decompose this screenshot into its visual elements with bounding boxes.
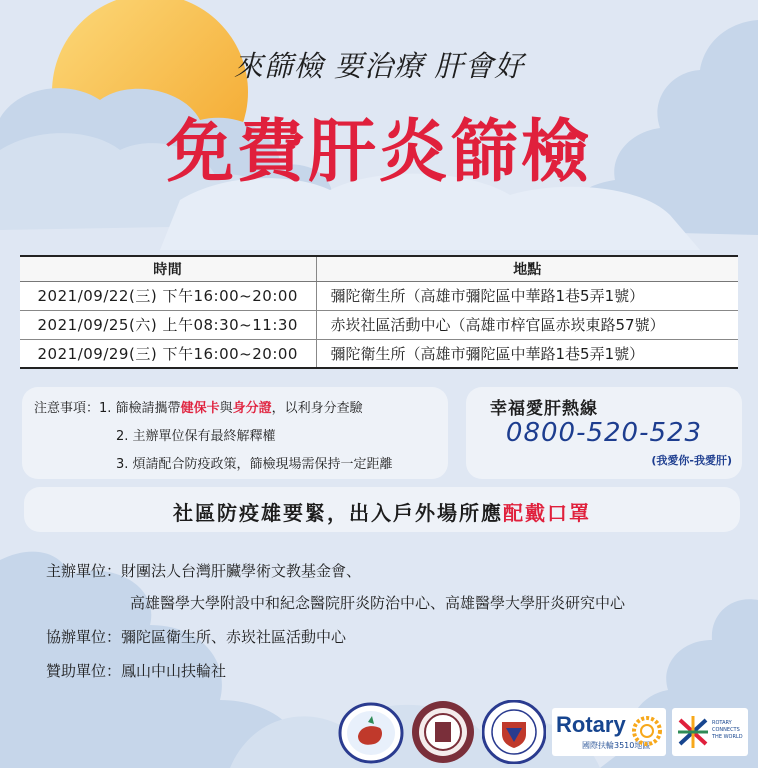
rotary-logo xyxy=(552,708,666,756)
mask-banner: 社區防疫雄要緊，出入戶外場所應配戴口罩 xyxy=(173,501,591,525)
rotary-connects-logo xyxy=(672,708,748,756)
schedule-time: 2021/09/22(三) 下午16:00~20:00 xyxy=(20,281,316,310)
sponsor-value: 鳳山中山扶輪社 xyxy=(121,662,227,680)
schedule-place: 赤崁社區活動中心（高雄市梓官區赤崁東路57號） xyxy=(316,310,738,339)
host-line-2: 高雄醫學大學附設中和紀念醫院肝炎防治中心、高雄醫學大學肝炎研究中心 xyxy=(130,594,626,612)
liver-foundation-logo-icon xyxy=(338,702,404,764)
hotline-number: 0800-520-523 xyxy=(505,418,703,448)
university-seal-logo-icon xyxy=(482,700,546,764)
health-card-highlight: 健保卡 xyxy=(180,401,220,416)
table-header-row xyxy=(20,256,738,281)
host-label: 主辦單位： xyxy=(46,562,122,580)
host-line-1: 財團法人台灣肝臟學術文教基金會、 xyxy=(121,562,362,580)
hospital-seal-logo-icon xyxy=(410,700,476,764)
column-header-place: 地點 xyxy=(316,256,738,281)
slogan: 來篩檢 要治療 肝會好 xyxy=(233,49,525,83)
hotline-title: 幸福愛肝熱線 xyxy=(490,399,598,419)
connects-text: ROTARY CONNECTS THE WORLD xyxy=(712,720,743,740)
notes-label: 注意事項： xyxy=(34,401,100,416)
sponsor-label: 贊助單位： xyxy=(46,662,122,680)
rotary-wheel-icon xyxy=(632,716,662,746)
schedule-time: 2021/09/29(三) 下午16:00~20:00 xyxy=(20,339,316,368)
note-item-3: 3. 煩請配合防疫政策，篩檢現場需保持一定距離 xyxy=(116,457,393,472)
table-row xyxy=(20,281,738,310)
sponsor xyxy=(46,660,226,681)
schedule-table xyxy=(20,255,738,369)
note-item-2: 2. 主辦單位保有最終解釋權 xyxy=(116,429,276,444)
rotary-wordmark: Rotary xyxy=(556,712,626,737)
page-title: 免費肝炎篩檢 xyxy=(165,113,592,192)
co-organizer xyxy=(46,626,346,647)
table-row xyxy=(20,310,738,339)
id-card-highlight: 身分證 xyxy=(232,401,272,416)
rotary-district: 國際扶輪3510地區 xyxy=(582,741,651,750)
column-header-time: 時間 xyxy=(20,256,316,281)
schedule-place: 彌陀衛生所（高雄市彌陀區中華路1巷5弄1號） xyxy=(316,339,738,368)
note-item-1: 注意事項：1. 篩檢請攜帶健保卡與身分證，以利身分查驗 xyxy=(34,401,363,416)
table-row xyxy=(20,339,738,368)
hotline-subtitle: (我愛你-我愛肝) xyxy=(651,454,732,467)
host-organizer xyxy=(46,560,361,581)
mask-highlight: 配戴口罩 xyxy=(503,501,591,525)
schedule-place: 彌陀衛生所（高雄市彌陀區中華路1巷5弄1號） xyxy=(316,281,738,310)
schedule-time: 2021/09/25(六) 上午08:30~11:30 xyxy=(20,310,316,339)
connects-world-icon xyxy=(676,714,710,750)
co-label: 協辦單位： xyxy=(46,628,122,646)
co-value: 彌陀區衛生所、赤崁社區活動中心 xyxy=(121,628,347,646)
notes-list xyxy=(34,395,393,479)
